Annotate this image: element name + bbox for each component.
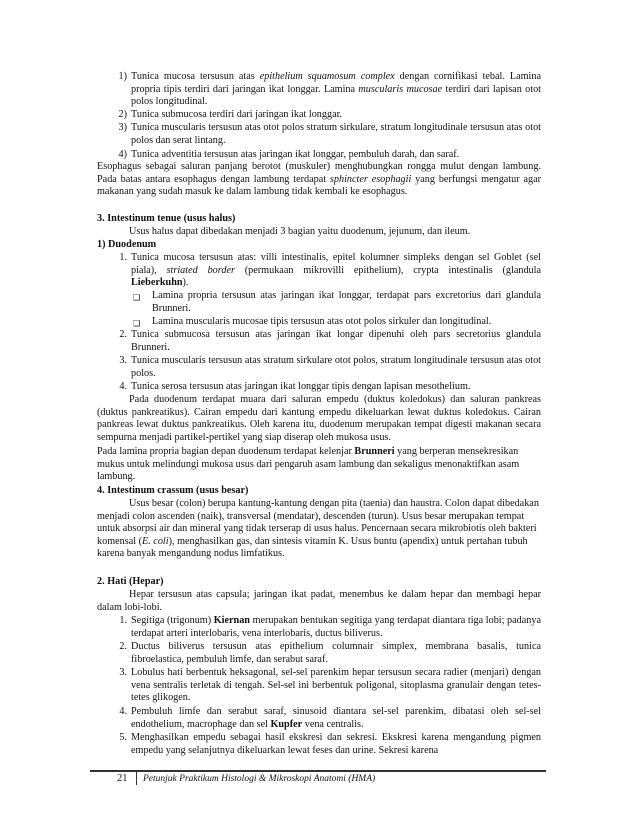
text-run: dengan cornifikasi tebal. Lamina propria tipis terdiri dari jaringan ikat longgar. Lamina (131, 71, 541, 95)
footer-rule (90, 770, 546, 772)
list-item (131, 732, 541, 757)
list-item (131, 355, 541, 380)
list-number: 1. (119, 252, 127, 263)
text-run: vena centralis. (302, 718, 364, 730)
list-item (131, 149, 541, 162)
page-number: 21 (117, 773, 128, 784)
text-run: ), menghasilkan gas, dan sintesis vitamin K. Usus buntu (apendix) untuk pertahan tubuh karena banyak mengandung nodus limfatikus. (97, 535, 528, 560)
text-run: Pada lamina propria bagian depan duodenum terdapat kelenjar (97, 446, 355, 457)
list-number: 3) (118, 122, 127, 133)
text-run: Tunica mucosa tersusun atas: villi intestinalis, epitel kolumner simpleks dengan sel Goblet (sel piala), (131, 252, 541, 276)
text-run: Tunica muscularis tersusun atas otot polos stratum sirkulare, stratum longitudinale tersusun atas otot polos dan serat lintang. (131, 122, 541, 146)
list-item (131, 706, 541, 731)
esophagus-paragraph (97, 161, 541, 199)
text-run: merupakan bentukan segitiga yang terdapat diantara tiga lobi; padanya terdapat arteri interlobaris, vena interlobaris, ductus biliverus. (131, 615, 541, 639)
section-heading-hati: 2. Hati (Hepar) (97, 576, 164, 587)
list-item (131, 122, 541, 147)
text-run: Menghasilkan empedu sebagai hasil ekskresi dan sekresi. Ekskresi karena mengandung pigmen empedu yang selanjutnya dikeluarkan lewat feses dan urine. Sekresi karena (131, 732, 541, 756)
list-number: 2. (119, 641, 127, 652)
italic-term: sphincter esophagii (329, 173, 412, 185)
text-run: Segitiga (trigonum) (131, 615, 214, 626)
section-heading-intestinum-tenue: 3. Intestinum tenue (usus halus) (97, 213, 236, 224)
text-run: Esophagus sebagai saluran panjang berotot (muskuler) menghubungkan rongga mulut dengan lambung. Pada batas antara esophagus dengan lambung terdapat (97, 161, 541, 185)
list-number: 4. (119, 381, 127, 392)
bold-term: Kiernan (213, 615, 250, 626)
italic-term: muscularis mucosae (358, 83, 443, 95)
list-item (131, 641, 541, 666)
list-item (131, 252, 541, 290)
list-item (131, 109, 541, 122)
bold-term: Lieberkuhn (131, 277, 183, 289)
checkbox-bullet-icon (133, 292, 140, 305)
list-number: 3. (119, 355, 127, 366)
list-number: 1. (119, 615, 127, 626)
section-heading-intestinum-crassum: 4. Intestinum crassum (usus besar) (97, 485, 249, 496)
text-run: terdiri dari lapisan otot polos longitudinal. (131, 83, 541, 108)
text-run: Tunica mucosa tersusun atas (131, 71, 260, 82)
text-run: Tunica submucosa terdiri dari jaringan ikat longgar. (131, 109, 342, 120)
colon-paragraph (97, 498, 541, 561)
list-number: 2) (118, 109, 127, 120)
text-run: Tunica adventitia tersusun atas jaringan ikat longgar, pembuluh darah, dan saraf. (131, 149, 460, 160)
list-number: 4. (119, 706, 127, 717)
list-number: 3. (119, 667, 127, 678)
text-run: ). (182, 277, 189, 289)
text-run: (permukaan mikrovilli epithelium), crypta intestinalis (glandula (234, 264, 542, 276)
bold-term: Kupfer (270, 718, 303, 730)
list-number: 2. (119, 329, 127, 340)
list-number: 5. (119, 732, 127, 743)
duodenum-paragraph: Pada duodenum terdapat muara dari saluran empedu (duktus koledokus) dan saluran pankreas (duktus pankreatikus). Cairan empedu dari kantung empedu dikeluarkan lewat duktus koledokus. Cairan pankreas lewat duktus pankreatikus. Oleh karena itu, duodenum merupakan tempat digesti makanan secara sempurna menjadi partikel-pertikel yang siap diserap oleh mukosa usus. (97, 394, 541, 443)
section-intro: Usus halus dapat dibedakan menjadi 3 bagian yaitu duodenum, jejunum, dan ileum. (129, 226, 471, 237)
list-number: 4) (118, 149, 127, 160)
italic-term: epithelium squamosum complex (259, 71, 395, 82)
italic-term: E. coli (141, 535, 169, 547)
list-number: 1) (118, 71, 127, 82)
text-run: yang berfungsi mengatur agar makanan yang sudah masuk ke dalam lambung tidak kembali ke esophagus. (97, 173, 542, 198)
list-item (131, 329, 541, 354)
text-run: Ductus biliverus tersusun atas epithelium columnair simplex, membrana basalis, tunica fibroelastica, pembuluh limfe, dan serabut saraf. (131, 641, 541, 665)
text-run: Lobulus hati berbentuk heksagonal, sel-sel parenkim hepar tersusun secara radier (menjari) dengan vena sentralis terletak di tengah. Sel-sel ini berbentuk poligonal, sitoplasma granulair dengan tetes-tetes glikogen. (131, 667, 541, 704)
text-run: Pembuluh limfe dan serabut saraf, sinusoid diantara sel-sel parenkim, dibatasi oleh sel-sel endothelium, macrophage dan sel (131, 706, 541, 730)
text-run: Tunica submucosa tersusun atas jaringan ikat longar dipenuhi oleh pars secretorius glandula Brunneri. (131, 329, 541, 353)
text-run: Tunica muscularis tersusun atas stratum sirkulare otot polos, stratum longitudinale tersusun atas otot polos. (131, 355, 541, 379)
list-item (131, 667, 541, 705)
text-run: Usus besar (colon) berupa kantung-kantung dengan pita (taenia) dan haustra. Colon dapat dibedakan menjadi colon ascenden (naik), transversal (mendatar), descenden (turun). Usus besar merupakan tempat untuk absorpsi air dan mineral yang tidak terserap di usus halus. Pencernaan secara mikrobiotis oleh bakteri komensal ( (97, 498, 539, 547)
text-run: yang berperan mensekresikan mukus untuk melindungi mukosa usus dari pengaruh asam lambung dan sekaligus menonaktifkan asam lambung. (97, 446, 520, 483)
list-item (131, 71, 541, 109)
bullet-item: Lamina propria tersusun atas jaringan ikat longgar, terdapat pars excretorius dari glandula Brunneri. (152, 290, 541, 314)
list-item (131, 381, 541, 394)
footer-divider (136, 771, 137, 785)
list-item (131, 615, 541, 640)
bullet-item: Lamina muscularis mucosae tipis tersusun atas otot polos sirkuler dan longitudinal. (152, 316, 492, 327)
bold-term: Brunneri (354, 446, 395, 457)
sub-heading-duodenum: 1) Duodenum (97, 239, 157, 250)
brunneri-paragraph (97, 446, 541, 484)
hati-intro: Hepar tersusun atas capsula; jaringan ikat padat, menembus ke dalam hepar dan membagi hepar dalam lobi-lobi. (97, 589, 541, 613)
footer-title: Petunjuk Praktikum Histologi & Mikroskopi Anatomi (HMA) (143, 774, 376, 784)
text-run: Tunica serosa tersusun atas jaringan ikat longgar tipis dengan lapisan mesothelium. (131, 381, 471, 392)
italic-term: striated border (166, 264, 235, 276)
